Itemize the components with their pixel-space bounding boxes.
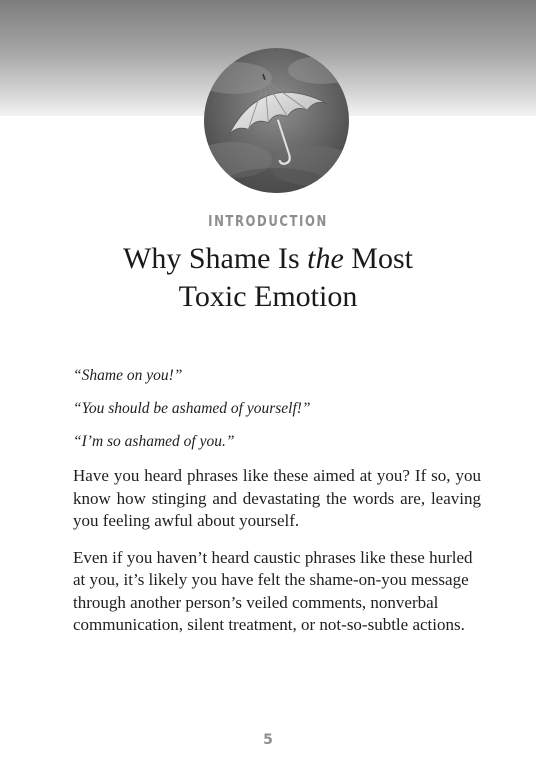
title-part-2: Most	[343, 242, 413, 275]
chapter-title	[40, 240, 496, 316]
chapter-label: INTRODUCTION	[208, 212, 328, 230]
title-line-2: Toxic Emotion	[178, 280, 358, 313]
umbrella-emblem	[204, 48, 349, 193]
quote-3: “I’m so ashamed of you.”	[73, 433, 235, 450]
title-part-1: Why Shame Is	[123, 242, 308, 275]
title-line-1	[40, 240, 496, 278]
quote-2: “You should be ashamed of yourself!”	[73, 400, 311, 417]
page-number: 5	[263, 732, 273, 748]
paragraph-2: Even if you haven’t heard caustic phrases like these hurled at you, it’s likely you have felt the shame-on-you message through another person’s veiled comments, nonverbal communication, silent treatment, or not-so-subtle actions.	[73, 547, 473, 634]
title-emphasis: the	[307, 242, 344, 275]
body-text	[73, 366, 481, 651]
quote-1: “Shame on you!”	[73, 367, 183, 384]
paragraph-1: Have you heard phrases like these aimed at you? If so, you know how stinging and devastating the words are, leaving you feeling awful about yourself.	[73, 466, 481, 530]
umbrella-icon	[204, 48, 349, 193]
